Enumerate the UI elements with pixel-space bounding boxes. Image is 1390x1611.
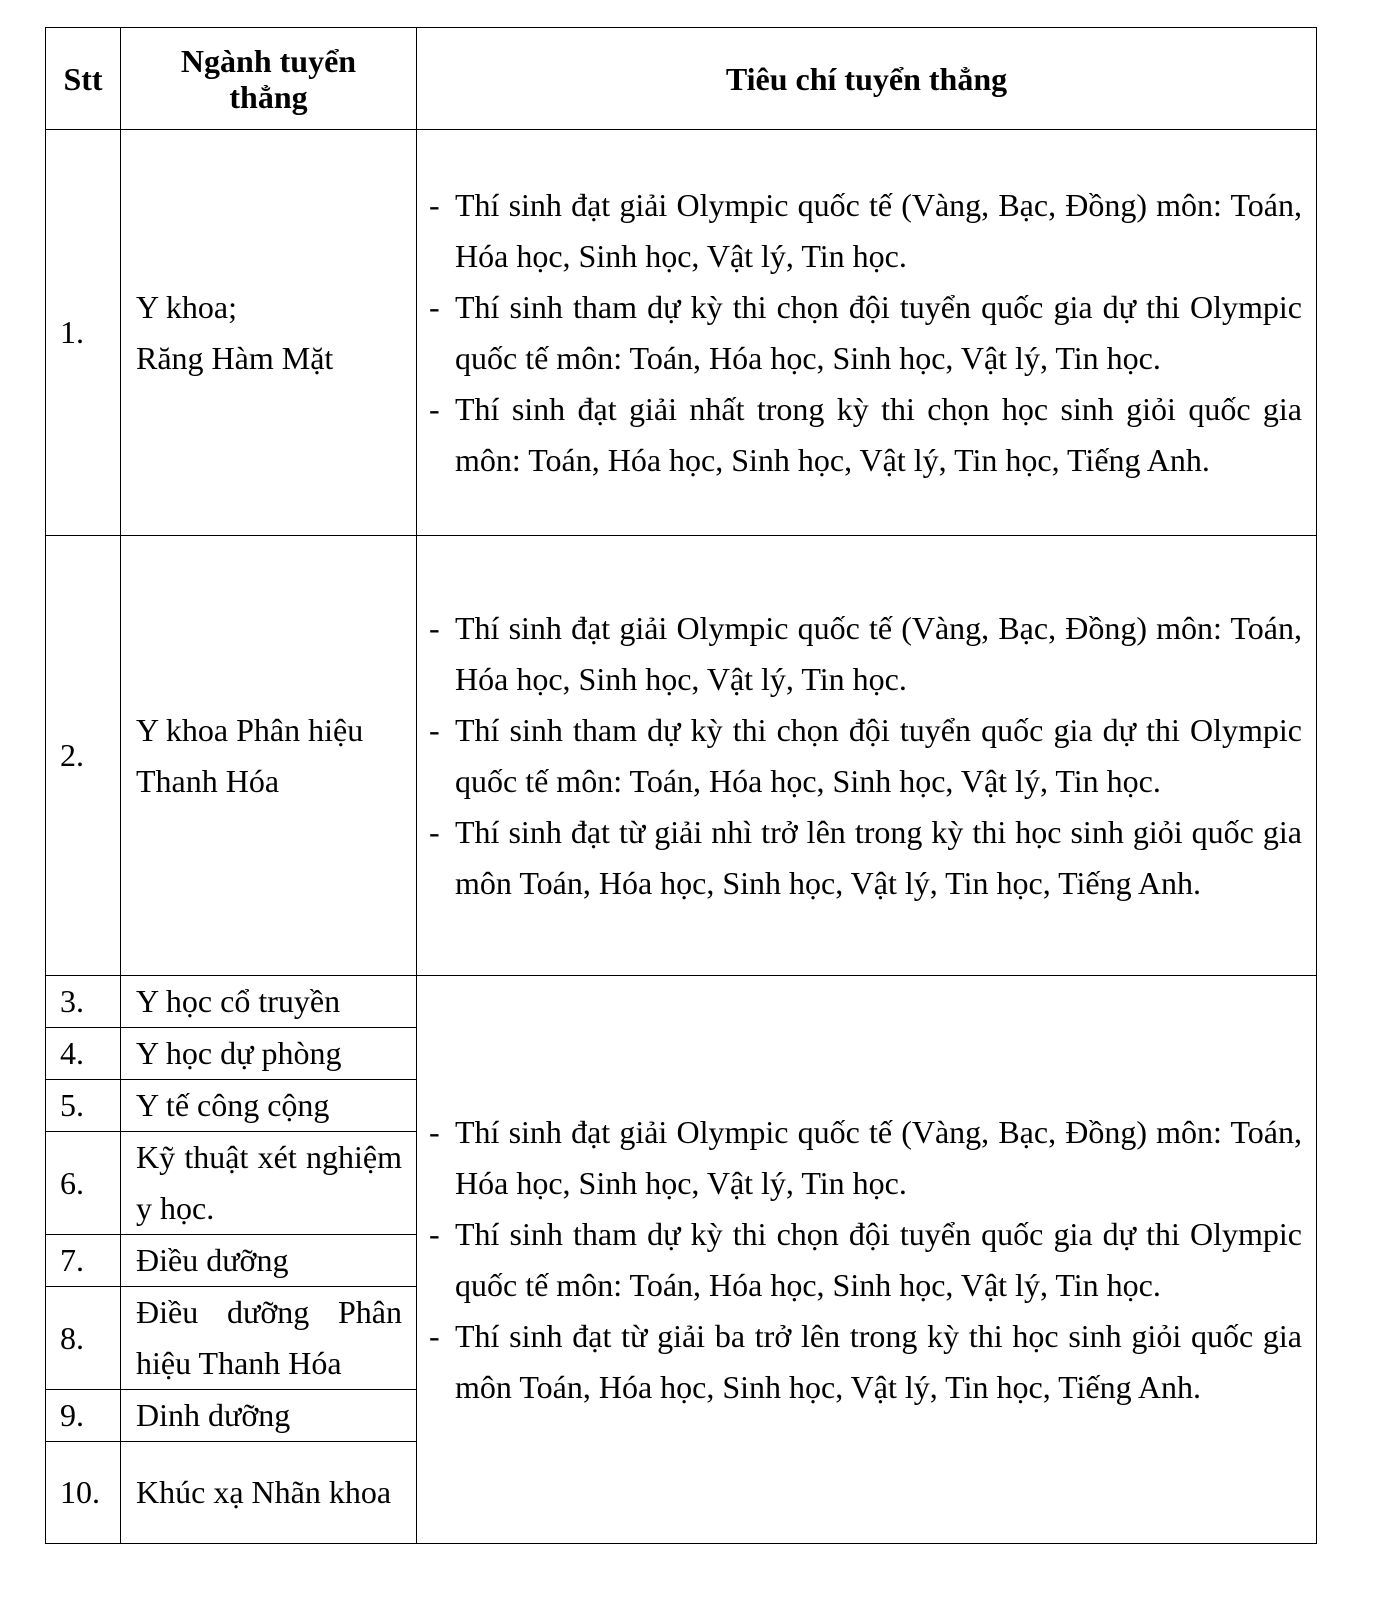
- stt-cell: 1.: [46, 130, 121, 536]
- stt-cell: 2.: [46, 536, 121, 976]
- stt-cell: 6.: [46, 1132, 121, 1235]
- stt-cell: 9.: [46, 1390, 121, 1442]
- header-row: [46, 28, 1317, 130]
- major-cell: [121, 130, 417, 536]
- criteria-item: - Thí sinh đạt giải Olympic quốc tế (Vàng, Bạc, Đồng) môn: Toán, Hóa học, Sinh học, Vật lý, Tin học.: [429, 180, 1302, 282]
- criteria-item: - Thí sinh tham dự kỳ thi chọn đội tuyển quốc gia dự thi Olympic quốc tế môn: Toán, Hóa học, Sinh học, Vật lý, Tin học.: [429, 705, 1302, 807]
- major-line: Răng Hàm Mặt: [136, 339, 334, 376]
- stt-cell: 5.: [46, 1080, 121, 1132]
- major-cell: Y tế công cộng: [121, 1080, 417, 1132]
- major-cell: Điều dưỡng Phân hiệu Thanh Hóa: [121, 1287, 417, 1390]
- stt-cell: 4.: [46, 1028, 121, 1080]
- major-cell: Y học cổ truyền: [121, 976, 417, 1028]
- header-major: Ngành tuyển thẳng: [121, 28, 417, 130]
- major-cell: Kỹ thuật xét nghiệm y học.: [121, 1132, 417, 1235]
- header-stt: Stt: [46, 28, 121, 130]
- stt-cell: 8.: [46, 1287, 121, 1390]
- criteria-item: - Thí sinh đạt từ giải nhì trở lên trong kỳ thi học sinh giỏi quốc gia môn Toán, Hóa học, Sinh học, Vật lý, Tin học, Tiếng Anh.: [429, 807, 1302, 909]
- criteria-item: - Thí sinh đạt giải Olympic quốc tế (Vàng, Bạc, Đồng) môn: Toán, Hóa học, Sinh học, Vật lý, Tin học.: [429, 1107, 1302, 1209]
- stt-cell: 3.: [46, 976, 121, 1028]
- criteria-item: - Thí sinh tham dự kỳ thi chọn đội tuyển quốc gia dự thi Olympic quốc tế môn: Toán, Hóa học, Sinh học, Vật lý, Tin học.: [429, 282, 1302, 384]
- admission-criteria-table: [45, 27, 1317, 1544]
- stt-cell: 10.: [46, 1442, 121, 1544]
- criteria-cell: [417, 130, 1317, 536]
- major-line: Y khoa Phân hiệu: [136, 711, 364, 748]
- major-cell: Y học dự phòng: [121, 1028, 417, 1080]
- criteria-item: - Thí sinh đạt giải nhất trong kỳ thi chọn học sinh giỏi quốc gia môn: Toán, Hóa học, Sinh học, Vật lý, Tin học, Tiếng Anh.: [429, 384, 1302, 486]
- table-row: [46, 976, 1317, 1028]
- table-row: [46, 130, 1317, 536]
- criteria-cell: [417, 536, 1317, 976]
- criteria-item: - Thí sinh tham dự kỳ thi chọn đội tuyển quốc gia dự thi Olympic quốc tế môn: Toán, Hóa học, Sinh học, Vật lý, Tin học.: [429, 1209, 1302, 1311]
- major-line: Y khoa;: [136, 288, 238, 325]
- major-line: Thanh Hóa: [136, 762, 280, 799]
- criteria-item: - Thí sinh đạt từ giải ba trở lên trong kỳ thi học sinh giỏi quốc gia môn Toán, Hóa học, Sinh học, Vật lý, Tin học, Tiếng Anh.: [429, 1311, 1302, 1413]
- criteria-item: - Thí sinh đạt giải Olympic quốc tế (Vàng, Bạc, Đồng) môn: Toán, Hóa học, Sinh học, Vật lý, Tin học.: [429, 603, 1302, 705]
- criteria-cell: [417, 976, 1317, 1544]
- stt-cell: 7.: [46, 1235, 121, 1287]
- major-cell: Dinh dưỡng: [121, 1390, 417, 1442]
- table-row: [46, 536, 1317, 976]
- major-cell: Điều dưỡng: [121, 1235, 417, 1287]
- major-cell: [121, 536, 417, 976]
- header-criteria: Tiêu chí tuyển thẳng: [417, 28, 1317, 130]
- major-cell: Khúc xạ Nhãn khoa: [121, 1442, 417, 1544]
